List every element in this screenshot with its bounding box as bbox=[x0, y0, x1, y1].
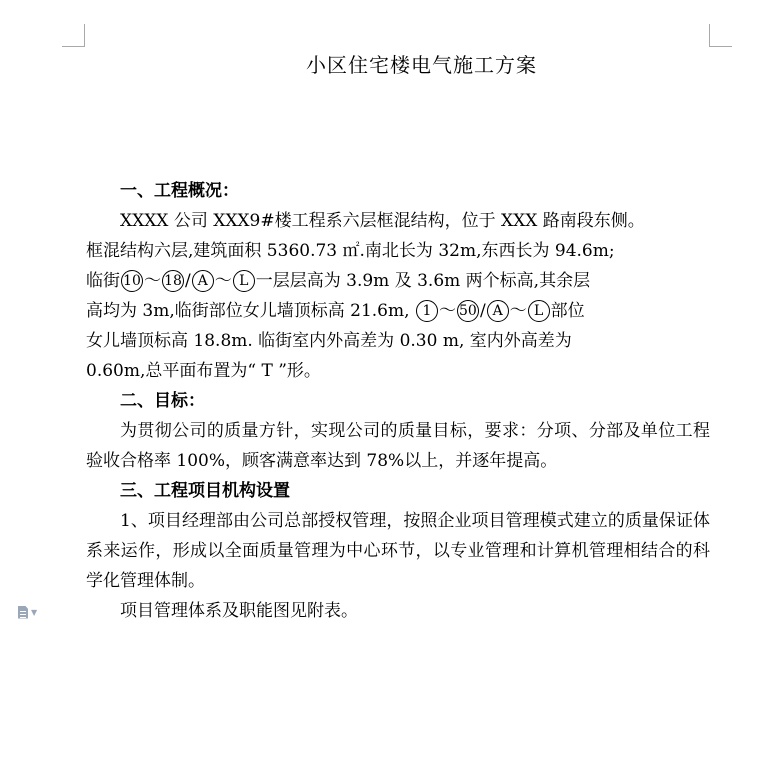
circled-axis-a: A bbox=[192, 270, 214, 292]
chevron-down-icon: ▼ bbox=[31, 607, 38, 617]
tilde: ～ bbox=[214, 271, 232, 291]
circled-axis-l: L bbox=[233, 270, 255, 292]
page-corner-top-left bbox=[62, 24, 85, 47]
text-fragment: 临街 bbox=[86, 271, 120, 291]
document-icon[interactable] bbox=[18, 604, 48, 620]
circled-axis-l-2: L bbox=[528, 300, 550, 322]
overview-line-4 bbox=[86, 296, 710, 326]
circled-axis-10: 10 bbox=[121, 270, 143, 292]
overview-line-3 bbox=[86, 266, 710, 296]
circled-axis-18: 18 bbox=[162, 270, 184, 292]
overview-paragraph bbox=[86, 206, 710, 386]
overview-line-6: 0.60m,总平面布置为“ T ”形。 bbox=[86, 361, 321, 381]
goals-paragraph: 为贯彻公司的质量方针，实现公司的质量目标，要求：分项、分部及单位工程验收合格率 100%，顾客满意率达到 78%以上，并逐年提高。 bbox=[86, 421, 710, 471]
tilde: ～ bbox=[438, 301, 456, 321]
tilde: ～ bbox=[509, 301, 527, 321]
overview-line-1: XXXX 公司 XXX9#楼工程系六层框混结构，位于 XXX 路南段东侧。 bbox=[120, 211, 645, 231]
overview-line-5: 女儿墙顶标高 18.8m. 临街室内外高差为 0.30 m, 室内外高差为 bbox=[86, 331, 572, 351]
page-corner-top-right bbox=[709, 24, 732, 47]
circled-axis-1: 1 bbox=[416, 300, 438, 322]
organization-paragraph-1: 1、项目经理部由公司总部授权管理，按照企业项目管理模式建立的质量保证体系来运作，形成以全面质量管理为中心环节，以专业管理和计算机管理相结合的科学化管理体制。 bbox=[86, 511, 710, 591]
tilde: ～ bbox=[144, 271, 161, 291]
slash: / bbox=[185, 271, 191, 291]
text-fragment: 部位 bbox=[550, 301, 585, 321]
document-title: 小区住宅楼电气施工方案 bbox=[306, 53, 537, 77]
section-heading-organization: 三、工程项目机构设置 bbox=[120, 481, 290, 501]
text-fragment: 一层层高为 3.9m 及 3.6m 两个标高,其余层 bbox=[255, 271, 591, 291]
organization-paragraph-2: 项目管理体系及职能图见附表。 bbox=[120, 601, 358, 621]
overview-line-2: 框混结构六层,建筑面积 5360.73 ㎡.南北长为 32m,东西长为 94.6m; bbox=[86, 241, 615, 261]
section-heading-goals: 二、目标： bbox=[120, 391, 205, 411]
circled-axis-50: 50 bbox=[457, 300, 479, 322]
section-heading-overview: 一、工程概况： bbox=[120, 181, 239, 201]
document-body bbox=[86, 176, 710, 626]
circled-axis-a-2: A bbox=[487, 300, 509, 322]
page-icon bbox=[18, 606, 28, 619]
text-fragment: 高均为 3m,临街部位女儿墙顶标高 21.6m, bbox=[86, 301, 410, 321]
slash: / bbox=[479, 301, 486, 321]
